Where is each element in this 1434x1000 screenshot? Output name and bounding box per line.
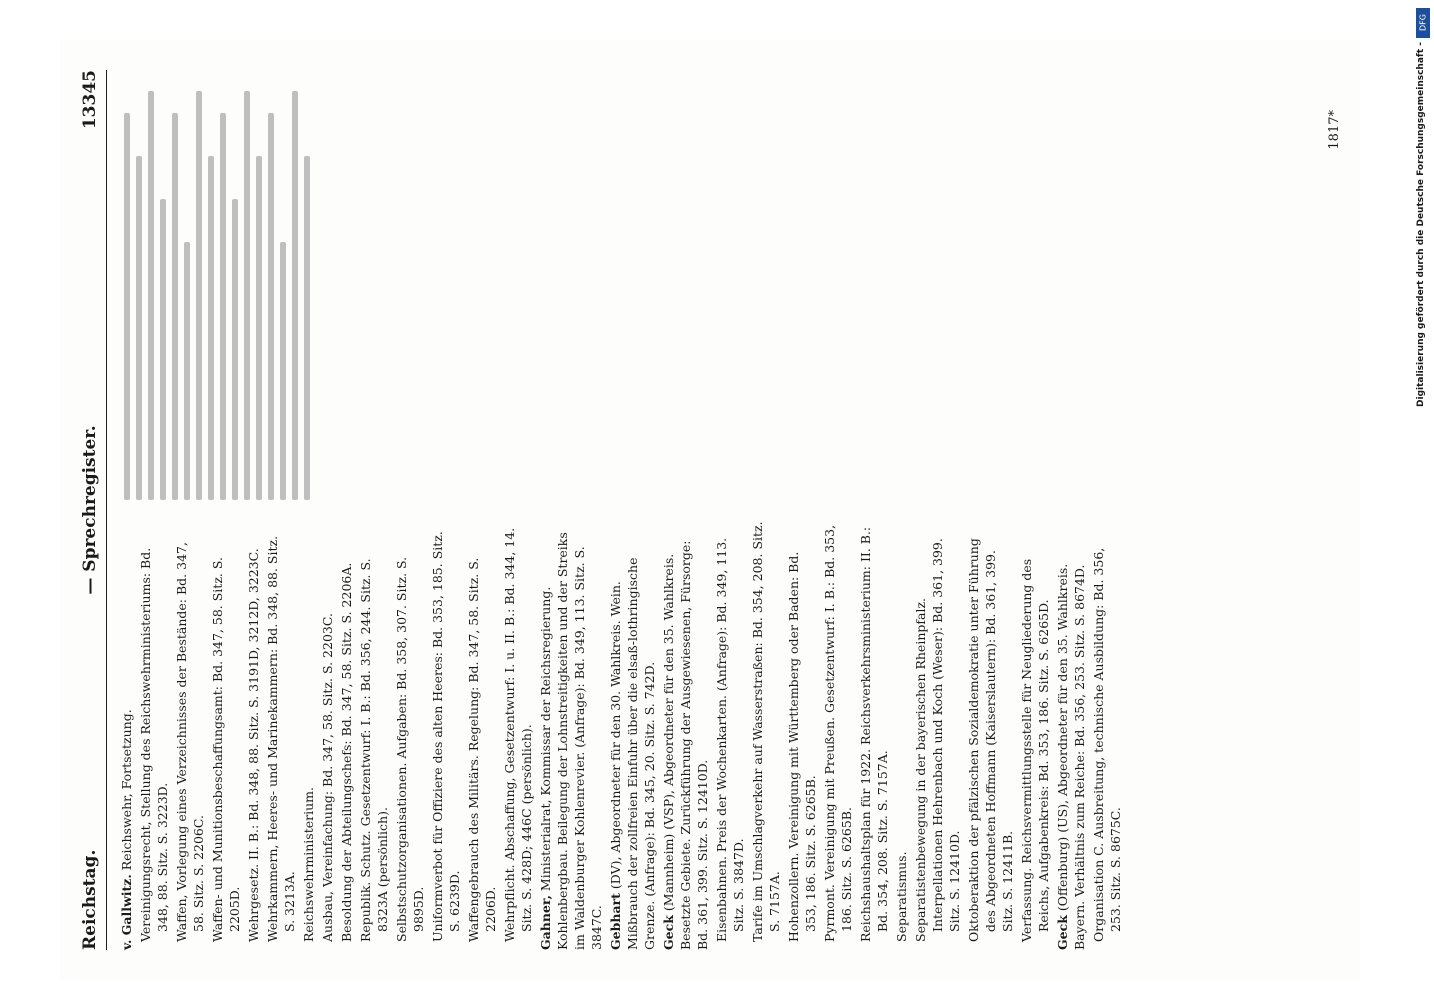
entry: Oktoberaktion der pfälzischen Sozialdemokratie unter Führung des Abgeordneten Hoffmann (Kaiserslautern): Bd. 361, 399. Sitz. S. 12411B. — [966, 538, 1015, 942]
text-line — [292, 92, 298, 501]
footer-page-number: 1817* — [1327, 110, 1342, 150]
text-line — [268, 113, 274, 500]
entry-text: (Offenburg) (US), Abgeordneter für den 35. Wahlkreis. Bayern. Verhältnis zum Reiche: Bd. 356, 253. Sitz. S. 8674D. — [1055, 563, 1087, 950]
entry: Organisation C. Ausbreitung, technische Ausbildung: Bd. 356, 253. Sitz. S. 8675C. — [1091, 547, 1123, 942]
entry: Republik. Schutz. Gesetzentwurf: I. B.: Bd. 356, 244. Sitz. S. 8323A (persönlich). — [358, 558, 390, 942]
register-column-1 — [118, 520, 1318, 950]
entry: Uniformverbot für Offiziere des alten Heeres: Bd. 353, 185. Sitz. S. 6239D. — [430, 531, 462, 942]
entry-name: Gahner, — [538, 895, 553, 950]
page-number: 13345 — [80, 70, 100, 130]
text-line — [172, 113, 178, 500]
entry-name: Gebhart — [608, 893, 623, 950]
entry: Hohenzollern. Vereinigung mit Württemberg oder Baden: Bd. 353, 186. Sitz. S. 6265B. — [786, 551, 818, 942]
text-line — [232, 199, 238, 500]
entry: Separatistenbewegung in der bayerischen Rheinpfalz. Interpellationen Hehrenbach und Koch (Weser): Bd. 361, 399. Sitz. S. 12410D. — [913, 538, 962, 942]
entry-name: v. Gallwitz. — [119, 874, 134, 950]
entry: Verfassung. Reichsvermittlungsstelle für Neugliederung des Reichs, Aufgabenkreis: Bd. 353, 186. Sitz. S. 6265D. — [1019, 558, 1051, 942]
entry — [118, 520, 135, 950]
rotated-page-content — [70, 50, 1350, 970]
entry — [1054, 520, 1088, 950]
entry: Besoldung der Abteilungschefs: Bd. 347, 58. Sitz. S. 2206A. — [339, 562, 354, 942]
scanned-page — [60, 40, 1360, 980]
entry — [607, 520, 658, 950]
entry: Eisenbahnen. Preis der Wochenkarten. (Anfrage): Bd. 349, 113. Sitz. S. 3847D. — [714, 537, 746, 942]
text-line — [208, 156, 214, 500]
entry: Wehrkammern, Heeres- und Marinekammern: Bd. 348, 88. Sitz. S. 3213A. — [265, 535, 297, 942]
header-left: Reichstag. — [80, 849, 100, 950]
text-line — [196, 92, 202, 501]
text-line — [184, 242, 190, 500]
entry: Pyrmont. Vereinigung mit Preußen. Gesetzentwurf: I. B.: Bd. 353, 186. Sitz. S. 6265B. — [822, 524, 854, 942]
text-line — [220, 113, 226, 500]
text-line — [160, 199, 166, 500]
text-line — [304, 156, 310, 500]
text-line — [124, 113, 130, 500]
entry: Selbstschutzorganisationen. Aufgaben: Bd. 358, 307. Sitz. S. 9895D. — [394, 556, 426, 942]
text-line — [280, 242, 286, 500]
entry-name: Geck — [1055, 915, 1070, 950]
text-line — [136, 156, 142, 500]
entry: Ausbau, Vereinfachung: Bd. 347, 58. Sitz. S. 2203C. — [320, 613, 335, 942]
entry: Waffengebrauch des Militärs. Regelung: Bd. 347, 58. Sitz. S. 2206D. — [466, 557, 498, 942]
entry: Reichswehrministerium. — [301, 787, 316, 942]
entry: Tarife im Umschlagverkehr auf Wasserstraßen: Bd. 354, 208. Sitz. S. 7157A. — [750, 521, 782, 942]
entry-text: Ministerialrat, Kommissar der Reichsregierung. Kohlenbergbau. Beilegung der Lohnstreitigkeiten und der Streiks im Waldenburger Kohlenrevier. (Anfrage): Bd. 349, 113. Sitz. S. 3847C. — [538, 532, 604, 950]
entry-name: Geck — [661, 915, 676, 950]
entry: Reichshaushaltsplan für 1922. Reichsverkehrsministerium: II. B.: Bd. 354, 208. Sitz. S. 7157A. — [858, 526, 890, 942]
entry: Wehrpflicht. Abschaffung, Gesetzentwurf: I. u. II. B.: Bd. 344, 14. Sitz. S. 428D; 446C (persönlich). — [502, 527, 534, 942]
entry: Waffen, Vorlegung eines Verzeichnisses der Bestände: Bd. 347, 58. Sitz. S. 2206C. — [174, 542, 206, 942]
page-header — [78, 70, 107, 950]
entry-text: Reichswehr, Fortsetzung. — [119, 709, 134, 871]
entry — [660, 520, 711, 950]
dfg-logo: DFG — [1416, 8, 1430, 38]
dfg-margin — [1416, 8, 1430, 988]
header-center: — Sprechregister. — [80, 425, 100, 595]
entry — [537, 520, 605, 950]
entry: Separatismus. — [894, 851, 909, 942]
entry-text: (Mannheim) (VSP), Abgeordneter für den 35. Wahlkreis. Besetzte Gebiete. Zurückführung der Ausgewiesenen, Fürsorge: Bd. 361, 399. Sitz. S. 12410D. — [661, 540, 710, 950]
entry: Wehrgesetz. II. B.: Bd. 348, 88. Sitz. S. 3191D, 3212D, 3223C. — [246, 548, 261, 942]
text-line — [256, 156, 262, 500]
register-column-2 — [118, 70, 1318, 500]
entry: Waffen- und Munitionsbeschaffungsamt: Bd. 347, 58. Sitz. S. 2205D. — [210, 557, 242, 942]
text-line — [148, 92, 154, 501]
entry: Vereinigungsrecht, Stellung des Reichswehrministeriums: Bd. 348, 88. Sitz. S. 3223D. — [138, 547, 170, 942]
dfg-credit-text: Digitalisierung gefördert durch die Deutsche Forschungsgemeinschaft - — [1416, 42, 1426, 407]
entry-text: (DV), Abgeordneter für den 30. Wahlkreis. Wein. Mißbrauch der zollfreien Einfuhr über die elsaß-lothringische Grenze. (Anfrage): Bd. 345, 20. Sitz. S. 742D. — [608, 557, 657, 950]
text-line — [244, 92, 250, 501]
